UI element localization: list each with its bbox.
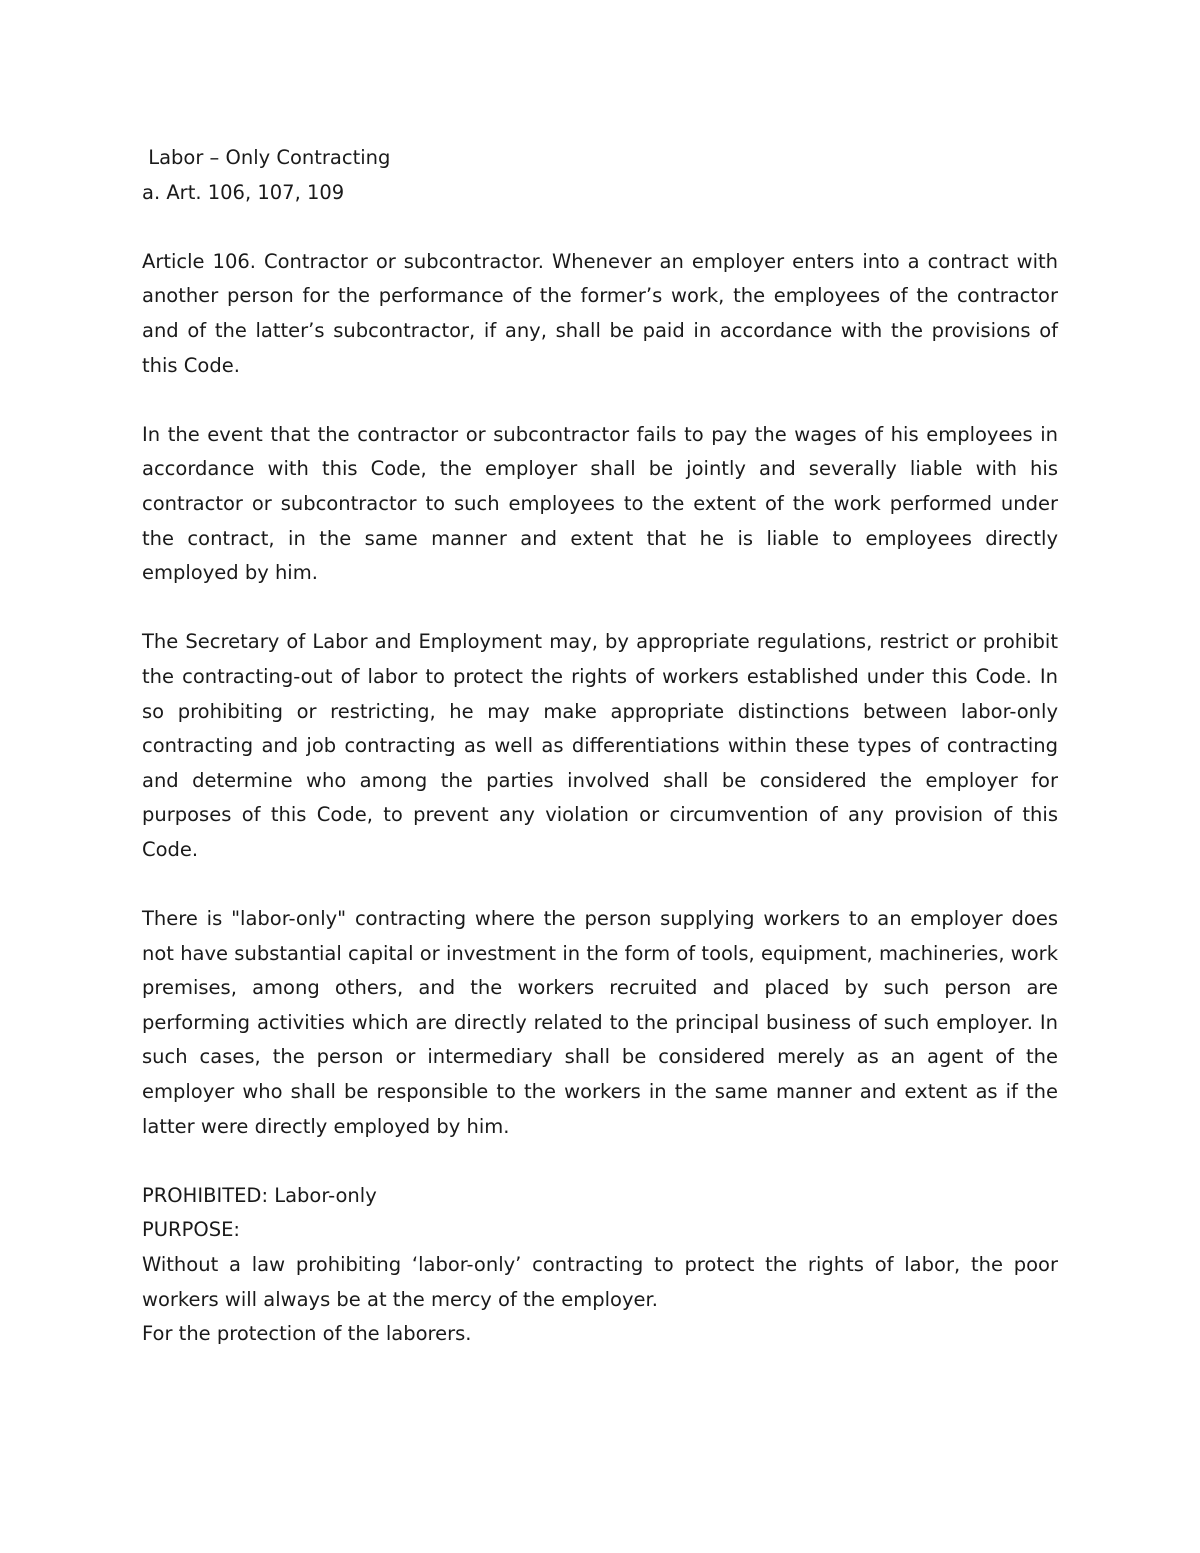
document-heading: Labor – Only Contracting	[142, 146, 391, 169]
prohibited-line: PROHIBITED: Labor-only	[142, 1183, 377, 1207]
closing-line: For the protection of the laborers.	[142, 1322, 472, 1346]
document-page	[142, 141, 1058, 1352]
spacer	[142, 1144, 1058, 1179]
document-subheading: a. Art. 106, 107, 109	[142, 180, 345, 204]
purpose-label: PURPOSE:	[142, 1218, 240, 1242]
spacer	[142, 867, 1058, 902]
spacer	[142, 383, 1058, 418]
spacer	[142, 210, 1058, 245]
purpose-text: Without a law prohibiting ‘labor-only’ contracting to protect the rights of labor, the poor workers will always be at the mercy of the employer.	[142, 1253, 1058, 1311]
paragraph-secretary-regulations: The Secretary of Labor and Employment may, by appropriate regulations, restrict or prohibit the contracting-out of labor to protect the rights of workers established under this Code. In so prohibiting or restricting, he may make appropriate distinctions between labor-only contracting and job contracting as well as differentiations within these types of contracting and determine who among the parties involved shall be considered the employer for purposes of this Code, to prevent any violation or circumvention of any provision of this Code.	[142, 630, 1058, 861]
paragraph-joint-liability: In the event that the contractor or subcontractor fails to pay the wages of his employees in accordance with this Code, the employer shall be jointly and severally liable with his contractor or subcontractor to such employees to the extent of the work performed under the contract, in the same manner and extent that he is liable to employees directly employed by him.	[142, 422, 1058, 585]
paragraph-article-106: Article 106. Contractor or subcontractor. Whenever an employer enters into a contract with another person for the performance of the former’s work, the employees of the contractor and of the latter’s subcontractor, if any, shall be paid in accordance with the provisions of this Code.	[142, 249, 1058, 377]
paragraph-labor-only-definition: There is "labor-only" contracting where the person supplying workers to an employer does not have substantial capital or investment in the form of tools, equipment, machineries, work premises, among others, and the workers recruited and placed by such person are performing activities which are directly related to the principal business of such employer. In such cases, the person or intermediary shall be considered merely as an agent of the employer who shall be responsible to the workers in the same manner and extent as if the latter were directly employed by him.	[142, 907, 1058, 1138]
spacer	[142, 591, 1058, 626]
